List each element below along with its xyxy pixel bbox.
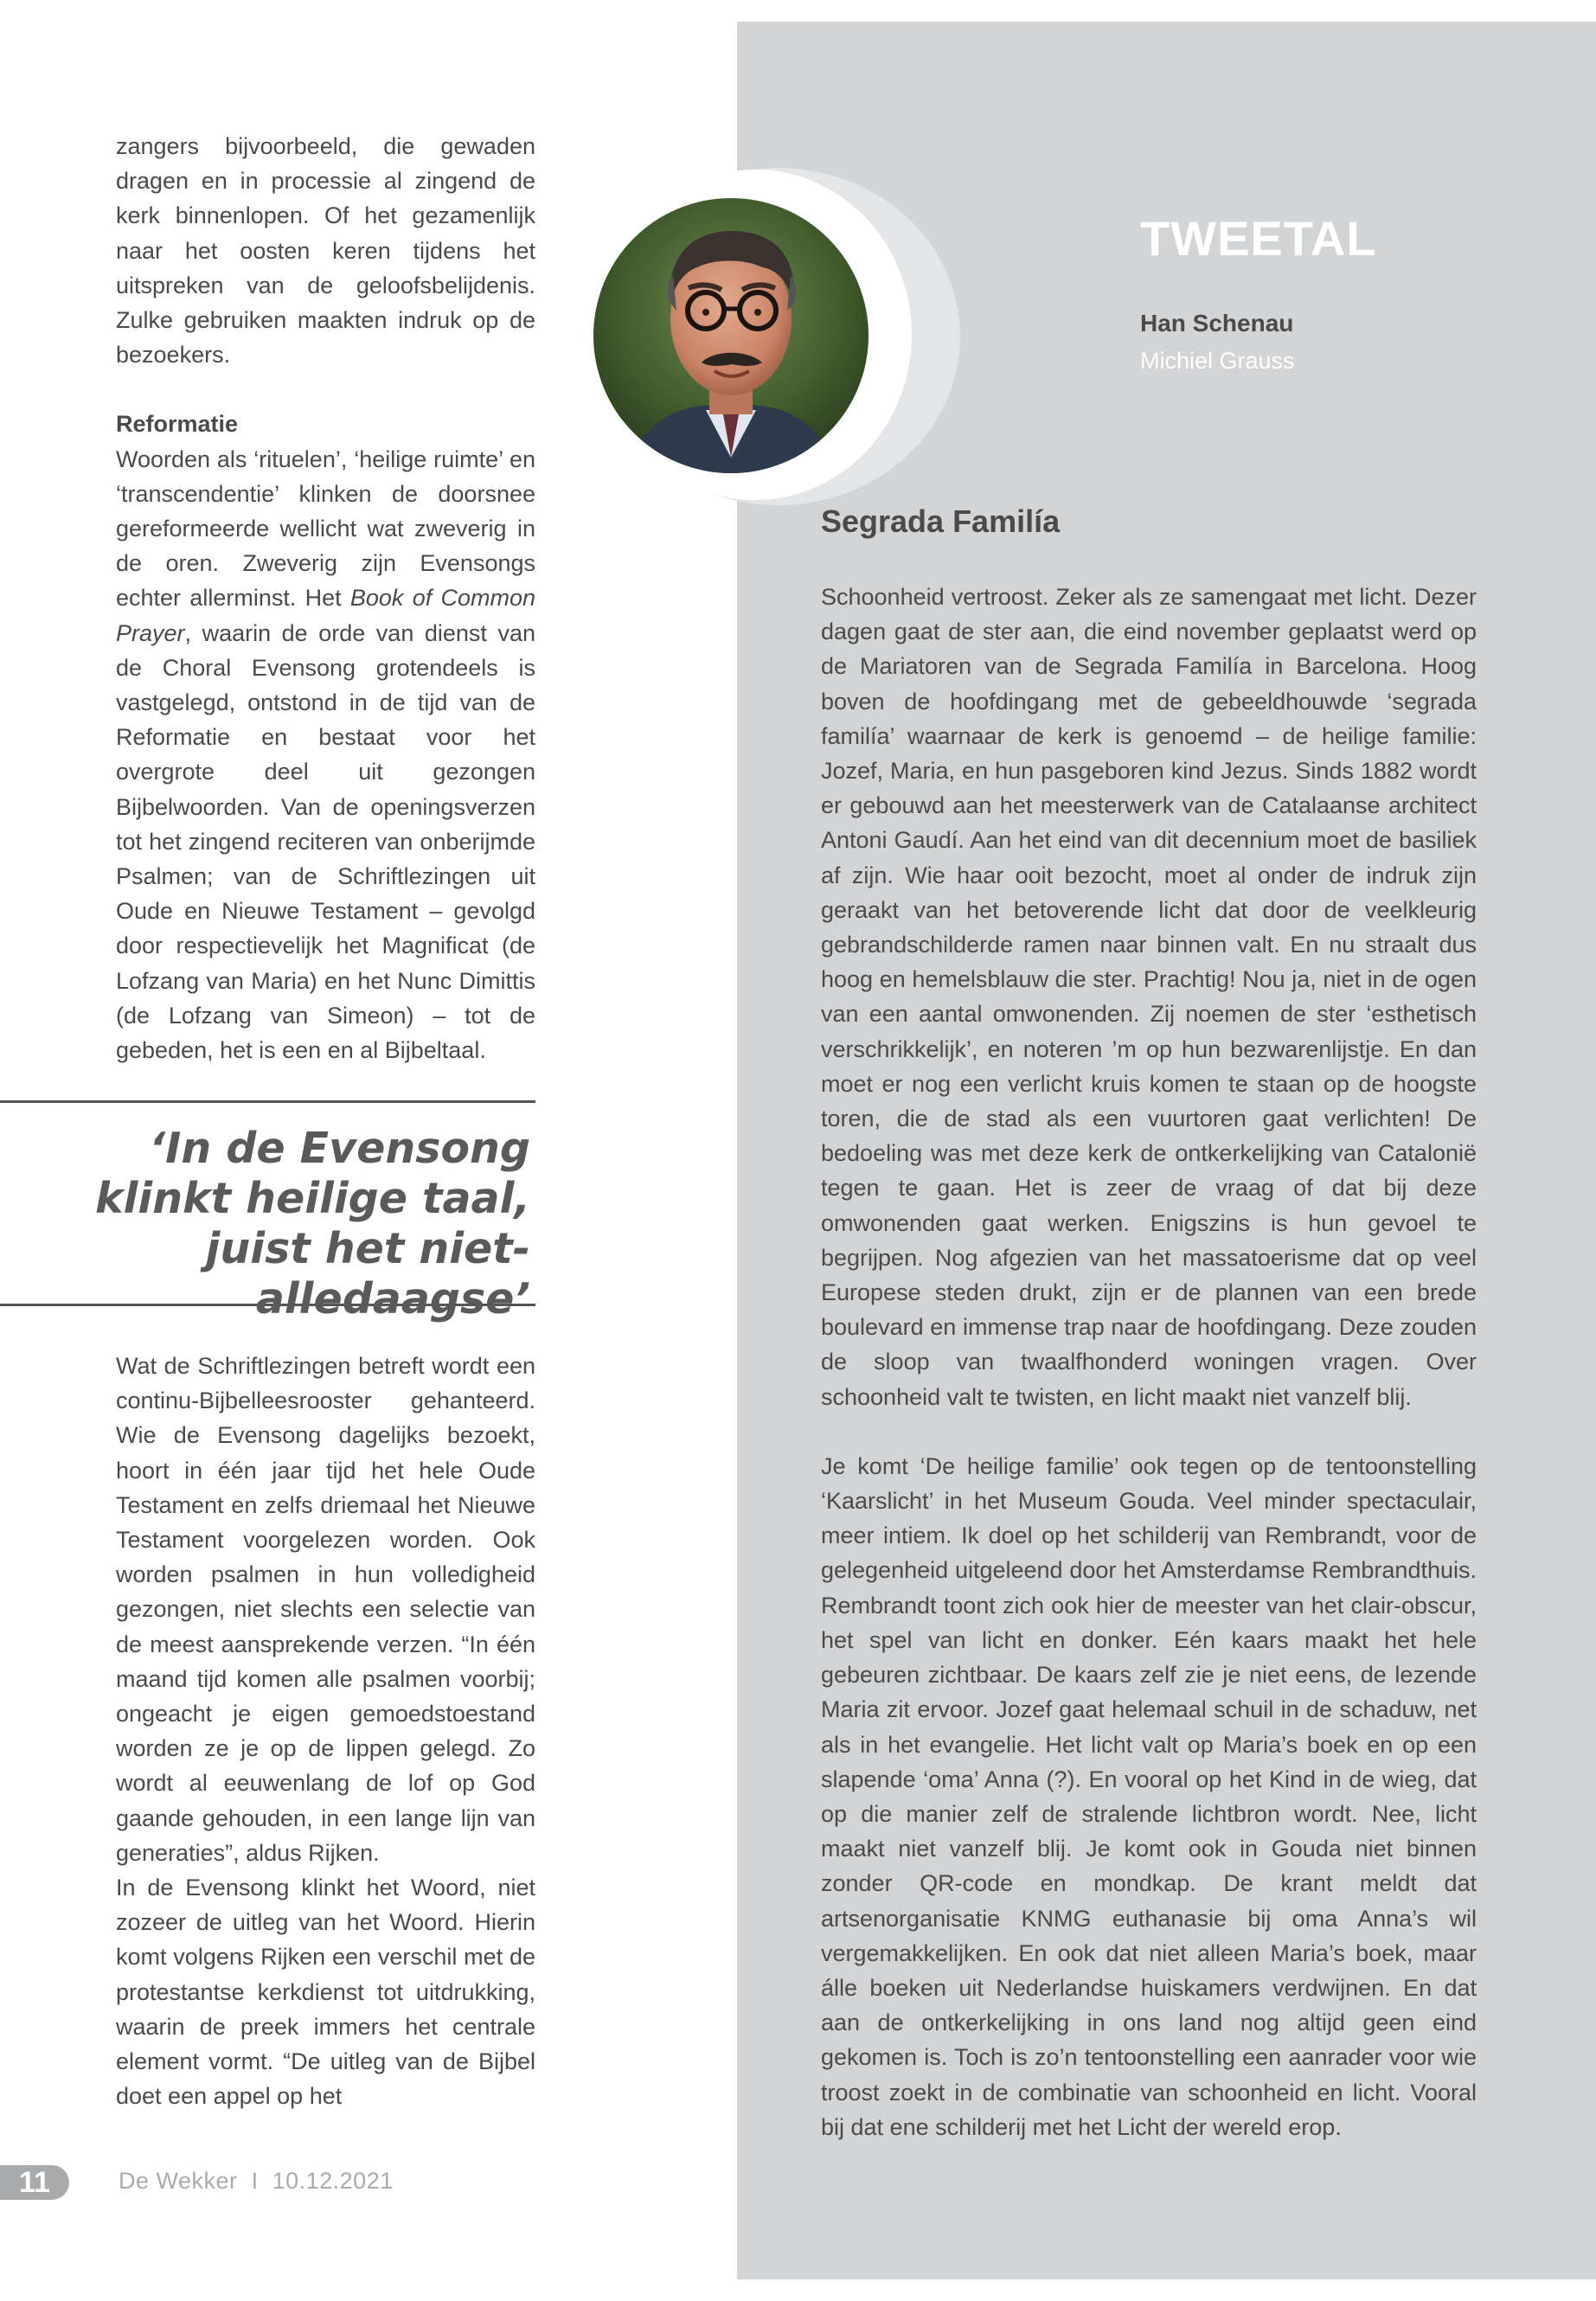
footer-separator: I (251, 2168, 259, 2194)
schriftlezingen-paragraph: Wat de Schriftlezingen betreft wordt een continu-Bijbelleesrooster gehanteerd. Wie de Evensong dagelijks bezoekt, hoort in één jaar tijd het hele Oude Testament en zelfs driemaal het Nieuwe Testament voorgelezen worden. Ook worden psalmen in hun volledigheid gezongen, niet slechts een selectie van de meest aansprekende verzen. “In één maand tijd komen alle psalmen voorbij; ongeacht je eigen gemoedstoestand worden ze je op de lippen gelegd. Zo wordt al eeuwenlang de lof op God gaande gehouden, in een lange lijn van generaties”, aldus Rijken. (116, 1353, 535, 1866)
reformatie-text-a: Woorden als ‘rituelen’, ‘heilige ruimte’ en ‘transcendentie’ klinken de doorsnee gereformeerde wellicht wat zweverig in de oren. Zweverig zijn Evensongs echter allerminst. Het (116, 445, 535, 612)
illustrator-name: Michiel Grauss (1140, 348, 1295, 374)
intro-paragraph: zangers bijvoorbeeld, die gewaden dragen en in processie al zingend de kerk binnenlopen. Of het gezamenlijk naar het oosten keren tijdens het uitspreken van de geloofsbelijdenis. Zulke gebruiken maakten indruk op de bezoekers. (116, 133, 535, 369)
issue-date: 10.12.2021 (272, 2168, 394, 2194)
column-rubric: TWEETAL (1140, 211, 1377, 266)
page-number: 11 (0, 2165, 69, 2200)
book-title: Book of Common Prayer (116, 585, 536, 646)
pull-quote: ‘In de Evensong klinkt heilige taal, juist het niet-alledaagse’ (95, 1124, 530, 1324)
article-paragraph: Schoonheid vertroost. Zeker als ze samengaat met licht. Dezer dagen gaat de ster aan, die eind november geplaatst werd op de Mariatoren van de Segrada Familía in Barcelona. Hoog boven de hoofdingang met de gebeeldhouwde ‘segrada familía’ waarnaar de kerk is genoemd – de heilige familie: Jozef, Maria, en hun pasgeboren kind Jezus. Sinds 1882 wordt er gebouwd aan het meesterwerk van de Catalaanse architect Antoni Gaudí. Aan het eind van dit decennium moet de basiliek af zijn. Wie haar ooit bezocht, moet al onder de indruk zijn geraakt van het betoverende licht dat door de veelkleurig gebrandschilderde ramen naar binnen valt. En nu straalt dus hoog en hemelsblauw die ster. Prachtig! Nou ja, niet in de ogen van een aantal omwonenden. Zij noemen de ster ‘esthetisch verschrikkelijk’, en noteren ’m op hun bezwarenlijstje. En dan moet er nog een verlicht kruis komen te staan op de hoogste toren, die de stad als een vuurtoren gaat verlichten! De bedoeling was met deze kerk de ontkerkelijking van Catalonië tegen te gaan. Het is zeer de vraag of dat bij deze omwonenden gaat werken. Enigszins is hun gevoel te begrijpen. Nog afgezien van het massatoerisme dat op veel Europese steden drukt, zijn er de plannen van een brede boulevard en immense trap naar de hoofdingang. Deze zouden de sloop van twaalfhonderd woningen vragen. Over schoonheid valt te twisten, en licht maakt niet vanzelf blij. (821, 584, 1477, 1410)
left-column-top (116, 129, 535, 1067)
publication-name: De Wekker (119, 2168, 238, 2194)
article-title: Segrada Familía (821, 503, 1061, 539)
section-subheading: Reformatie (116, 411, 239, 438)
reformatie-text-b: , waarin de orde van dienst van de Choral Evensong grotendeels is vastgelegd, ontstond in de tijd van de Reformatie en bestaat voor het overgrote deel uit gezongen Bijbelwoorden. Van de openingsverzen tot het zingend reciteren van onberijmde Psalmen; van de Schriftlezingen uit Oude en Nieuwe Testament – gevolgd door respectievelijk het Magnificat (de Lofzang van Maria) en het Nunc Dimittis (de Lofzang van Simeon) – tot de gebeden, het is een en al Bijbeltaal. (116, 619, 535, 1064)
reformatie-paragraph (116, 442, 535, 1068)
article-paragraph: Je komt ‘De heilige familie’ ook tegen op de tentoonstelling ‘Kaarslicht’ in het Museum Gouda. Veel minder spectaculair, meer intiem. Ik doel op het schilderij van Rembrandt, voor de gelegenheid uitgeleend door het Amsterdamse Rembrandthuis. Rembrandt toont zich ook hier de meester van het clair-obscur, het spel van licht en donker. Eén kaars maakt het hele gebeuren zichtbaar. De kaars zelf zie je niet eens, de lezende Maria zit ervoor. Jozef gaat helemaal schuil in de schaduw, net als in het evangelie. Het licht valt op Maria’s boek en op een slapende ‘oma’ Anna (?). En vooral op het Kind in de wieg, dat op die manier zelf de stralende lichtbron wordt. Nee, licht maakt niet vanzelf blij. Je komt ook in Gouda niet binnen zonder QR-code en mondkap. De krant meldt dat artsenorganisatie KNMG euthanasie bij oma Anna’s wil vergemakkelijken. En ook dat niet alleen Maria’s boek, maar álle boeken uit Nederlandse huiskamers verdwijnen. En dat aan de ontkerkelijking in ons land nog altijd geen eind gekomen is. Toch is zo’n tentoonstelling een aanrader voor wie troost zoekt in de combinatie van schoonheid en licht. Vooral bij dat ene schilderij met het Licht der wereld erop. (821, 1452, 1477, 2140)
pull-quote-box (0, 1100, 535, 1324)
woord-paragraph: In de Evensong klinkt het Woord, niet zozeer de uitleg van het Woord. Hierin komt volgens Rijken een verschil met de protestantse kerkdienst tot uitdrukking, waarin de preek immers het centrale element vormt. “De uitleg van de Bijbel doet een appel op het (116, 1875, 535, 2110)
portrait-image (593, 198, 869, 473)
author-portrait (593, 198, 869, 473)
article-body (821, 580, 1477, 2144)
author-name: Han Schenau (1140, 310, 1294, 336)
footer-publication (119, 2168, 394, 2195)
left-column-bottom (116, 1349, 535, 2113)
